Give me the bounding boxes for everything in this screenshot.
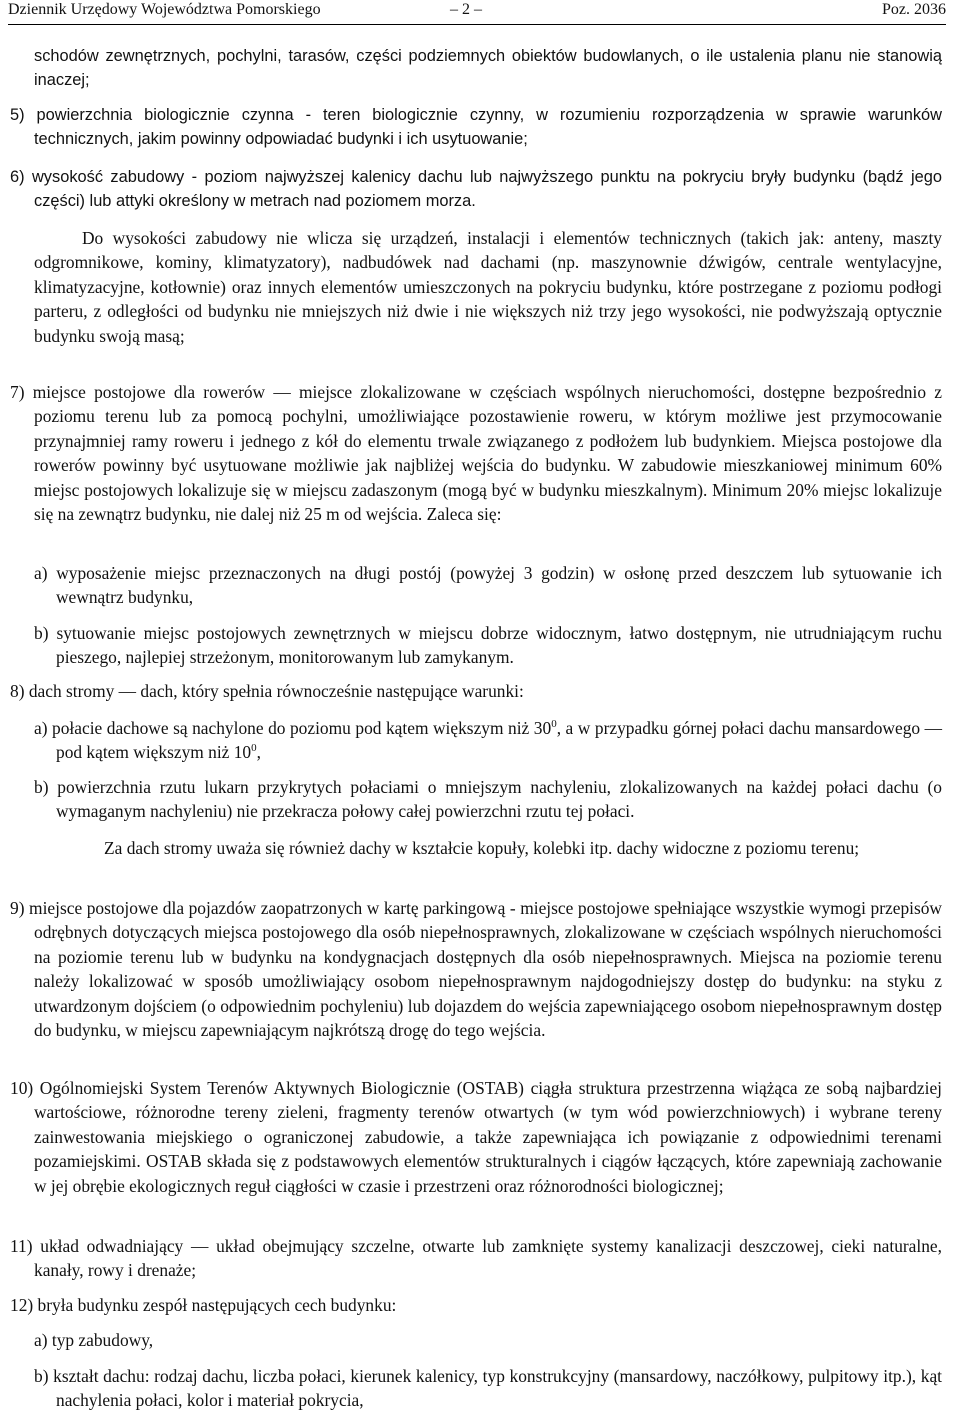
item-6-note: Do wysokości zabudowy nie wlicza się urządzeń, instalacji i elementów technicznych (takich jak: anteny, maszty odgromnikowe, kominy, klimatyzatory), nadbudówek nad dachami (np. maszynownie dźwigów, centrale wentylacyjne, klimatyzacyjne, kotłownie) oraz innych elementów umieszczonych na pokryciu budynku, które postrzegane z poziomu podłogi parteru, z odległości od budynku nie mniejszych niż dwie i nie większych niż trzy jego wysokości, nie podwyższają optycznie budynku swoją masą; <box>34 228 942 346</box>
item-12a: a) typ zabudowy, <box>34 1330 154 1350</box>
item-8-note: Za dach stromy uważa się również dachy w kształcie kopuły, kolebki itp. dachy widoczne z poziomu terenu; <box>104 838 860 858</box>
item-7b: b) sytuowanie miejsc postojowych zewnętrznych w miejscu dobrze widocznym, łatwo dostępnym, nie utrudniającym ruchu pieszego, najlepiej strzeżonym, monitorowanym lub zamykanym. <box>34 623 942 668</box>
item-6: 6) wysokość zabudowy - poziom najwyższej kalenicy dachu lub najwyższego punktu na pokryciu bryły budynku (bądź jego części) lub attyki określony w metrach nad poziomem morza. <box>10 168 942 211</box>
item-8: 8) dach stromy — dach, który spełnia równocześnie następujące warunki: <box>10 681 524 701</box>
item-12: 12) bryła budynku zespół następujących cech budynku: <box>10 1295 397 1315</box>
item-10: 10) Ogólnomiejski System Terenów Aktywnych Biologicznie (OSTAB) ciągła struktura przestrzenna wiążąca ze sobą najbardziej wartościowe, różnorodne tereny zieleni, fragmenty terenów otwartych (w tym wód powierzchniowych) i wybrane tereny zainwestowania miejskiego o ograniczonej zabudowie, a także zapewniająca ich powiązanie z odpowiednimi terenami pozamiejskimi. OSTAB składa się z podstawowych elementów strukturalnych i ciągów łączących, które zapewniają zachowanie w jej obrębie ekologicznych reguł ciągłości w czasie i przestrzeni oraz różnorodności biologicznej; <box>10 1078 942 1196</box>
paragraph-continuation: schodów zewnętrznych, pochylni, tarasów, części podziemnych obiektów budowlanych, o ile ustalenia planu nie stanowią inaczej; <box>34 47 942 90</box>
page-header <box>8 0 946 25</box>
item-12b: b) kształt dachu: rodzaj dachu, liczba połaci, kierunek kalenicy, typ konstrukcyjny (mansardowy, naczółkowy, pulpitowy itp.), kąt nachylenia połaci, kolor i materiał pokrycia, <box>34 1366 942 1411</box>
item-8b: b) powierzchnia rzutu lukarn przykrytych połaciami o mniejszym nachyleniu, zlokalizowanych na każdej połaci dachu (o wymaganym nachyleniu) nie przekracza połowy całej powierzchni rzutu tej połaci. <box>34 777 942 822</box>
page-number: – 2 – <box>450 1 482 18</box>
item-7: 7) miejsce postojowe dla rowerów — miejsce zlokalizowane w częściach wspólnych nieruchomości, dostępne bezpośrednio z poziomu terenu lub za pomocą pochylni, umożliwiające pozostawienie roweru, w którym możliwe jest przymocowanie przynajmniej ramy roweru i jednego z kół do elementu trwale związanego z podłożem lub budynkiem. Miejsca postojowe dla rowerów powinny być usytuowane możliwie jak najbliżej wejścia do budynku. W zabudowie mieszkaniowej minimum 60% miejsc postojowych lokalizuje się w miejscu zadaszonym (mogą być w budynku mieszkalnym). Minimum 20% miejsc lokalizuje się na zewnątrz budynku, nie dalej niż 25 m od wejścia. Zaleca się: <box>10 382 942 525</box>
item-7a: a) wyposażenie miejsc przeznaczonych na długi postój (powyżej 3 godzin) w osłonę przed deszczem lub sytuowanie ich wewnątrz budynku, <box>34 563 942 608</box>
journal-title: Dziennik Urzędowy Województwa Pomorskiego <box>8 1 321 18</box>
item-11: 11) układ odwadniający — układ obejmujący szczelne, otwarte lub zamknięte systemy kanalizacji deszczowej, cieki naturalne, kanały, rowy i drenaże; <box>10 1236 942 1281</box>
item-9: 9) miejsce postojowe dla pojazdów zaopatrzonych w kartę parkingową - miejsce postojowe spełniające wszystkie wymogi przepisów odrębnych dotyczących miejsca postojowego dla osób niepełnosprawnych, zlokalizowane w częściach wspólnych nieruchomości na poziomie terenu lub w budynku na kondygnacjach dostępnych dla osób niepełnosprawnych. Miejsca na poziomie terenu należy lokalizować w sposób umożliwiający osobom niepełnosprawnym najdogodniejszy dostęp do budynku: na styku z utwardzonym dojściem (o odpowiednim pochyleniu) lub dojazdem do wejścia zapewniającego osobom niepełnosprawnym dostęp do budynku, w miejscu zapewniającym najkrótszą drogę do tego wejścia. <box>10 898 942 1041</box>
item-8a: a) połacie dachowe są nachylone do poziomu pod kątem większym niż $30^0$, a w przypadku górnej połaci dachu mansardowego — pod kątem większym niż $10^0$, <box>34 718 942 763</box>
position-number: Poz. 2036 <box>882 1 946 18</box>
item-5: 5) powierzchnia biologicznie czynna - teren biologicznie czynny, w rozumieniu rozporządzenia w sprawie warunków technicznych, jakim powinny odpowiadać budynki i ich usytuowanie; <box>10 106 942 149</box>
